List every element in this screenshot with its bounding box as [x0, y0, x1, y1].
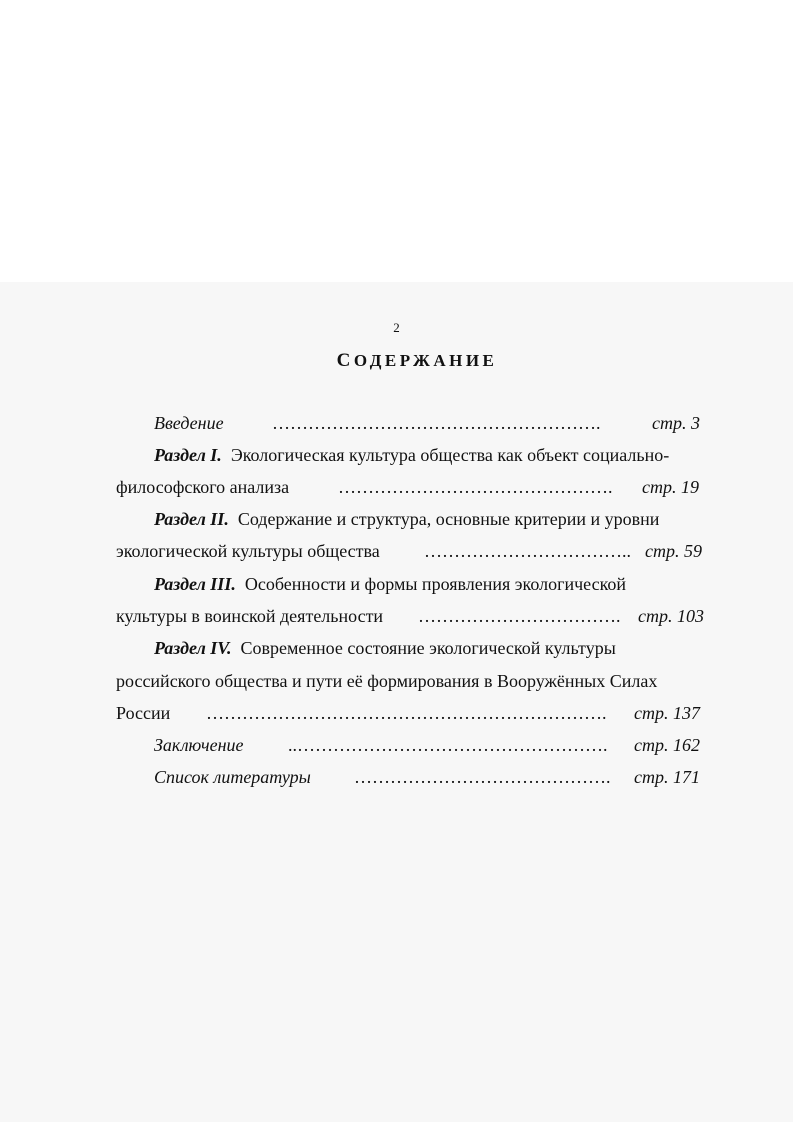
- page-number: 2: [393, 320, 400, 335]
- toc-section2-title-line1: Содержание и структура, основные критерии и уровни: [237, 509, 660, 529]
- page-title: [0, 350, 793, 372]
- toc-bibliography-label: Список литературы: [154, 767, 311, 787]
- toc-section2-dots: ……………………………..: [424, 541, 631, 561]
- toc-section2-line1: [154, 508, 659, 530]
- toc-section4-title-line2: российского общества и пути её формирования в Вооружённых Силах: [116, 671, 658, 691]
- toc-intro-label: Введение: [154, 413, 224, 433]
- toc-bibliography-page: стр. 171: [634, 767, 700, 787]
- toc-section3-title-line1: Особенности и формы проявления экологической: [244, 574, 627, 594]
- toc-section1-title-line2: философского анализа: [116, 477, 290, 497]
- toc-section2-label: Раздел II.: [154, 509, 229, 529]
- toc-section1-label: Раздел I.: [154, 445, 222, 465]
- toc-section3-label: Раздел III.: [154, 574, 236, 594]
- toc-section4-line1: [154, 637, 616, 659]
- toc-intro-dots: ……………………………………………….: [272, 413, 601, 433]
- toc-section3-line1: [154, 573, 626, 595]
- toc-section4-label: Раздел IV.: [154, 638, 232, 658]
- toc-bibliography-dots: …………………………………….: [354, 767, 611, 787]
- toc-section3-title-line2: культуры в воинской деятельности: [116, 606, 384, 626]
- toc-section1-line1: [154, 444, 669, 466]
- toc-intro-page: стр. 3: [652, 413, 700, 433]
- toc-section4-page: стр. 137: [634, 703, 700, 723]
- toc-section4-title-line1: Современное состояние экологической культуры: [240, 638, 616, 658]
- toc-section3-page: стр. 103: [638, 606, 704, 626]
- toc-section4-dots: ………………………………………………………….: [206, 703, 607, 723]
- title-rest: ОДЕРЖАНИЕ: [353, 351, 498, 370]
- toc-section1-page: стр. 19: [642, 477, 699, 497]
- toc-section4-title-line3: России: [116, 703, 171, 723]
- toc-section1-dots: ……………………………………….: [338, 477, 613, 497]
- toc-section2-title-line2: экологической культуры общества: [116, 541, 380, 561]
- toc-conclusion-page: стр. 162: [634, 735, 700, 755]
- toc-section2-page: стр. 59: [645, 541, 702, 561]
- toc-section1-title-line1: Экологическая культура общества как объект социально-: [230, 445, 670, 465]
- toc-conclusion-label: Заключение: [154, 735, 244, 755]
- toc-conclusion-dots: ..…………………………………………….: [288, 735, 608, 755]
- title-first-letter: С: [336, 350, 354, 371]
- toc-section3-dots: …………………………….: [418, 606, 621, 626]
